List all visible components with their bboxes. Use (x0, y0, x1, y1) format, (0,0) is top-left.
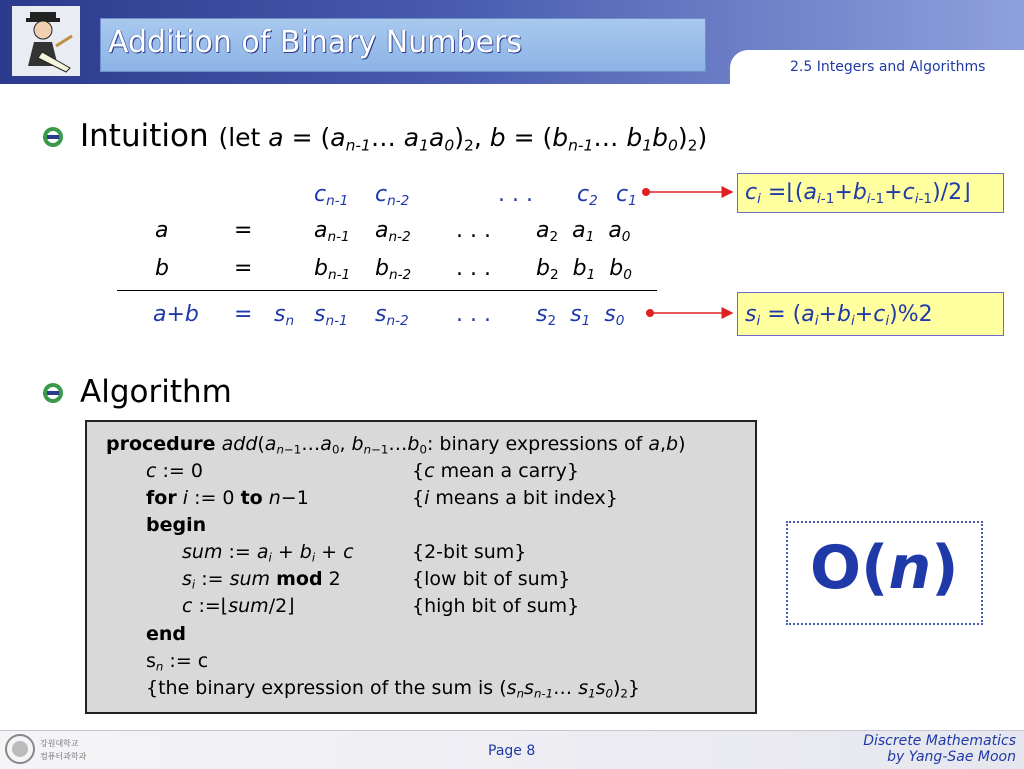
row-a-digits: $a_2$ $a_1$ $a_0$ (536, 218, 631, 246)
algo-line-for: for i := 0 to n−1 (146, 487, 309, 509)
row-sum-n: $s_n$ (274, 302, 295, 330)
sum-formula: $s_i = (a_i+b_i+c_i)\%2$ (745, 302, 933, 330)
row-sum-label: a+b (153, 302, 199, 327)
algo-line-result: {the binary expression of the sum is ($s_ns_{n-1}\dots$ $s_1s_0)_2$} (146, 677, 641, 701)
carry-formula: $c_i$ $=⌊(a_{i-1}+b_{i-1}+c_{i-1})/2⌋$ (745, 180, 971, 208)
row-b-label: b (155, 256, 169, 281)
algo-comment-carry: {c mean a carry} (412, 460, 579, 482)
algo-line-sn: $s_n$ := c (146, 650, 209, 674)
book-credit (820, 733, 1016, 765)
row-sum-n2: $s_{n-2}$ (375, 302, 409, 330)
complexity-var: n (888, 533, 932, 603)
algo-binary-text: : binary expressions of (426, 433, 649, 455)
algo-comment-sum: {2-bit sum} (412, 541, 527, 563)
algo-comment-high: {high bit of sum} (412, 595, 580, 617)
row-b-n2: $b_{n-2}$ (375, 256, 412, 284)
sum-divider (117, 290, 657, 291)
row-a-eq: = (234, 218, 253, 243)
globe-bullet-icon-2 (42, 382, 64, 404)
row-sum-dots: . . . (456, 302, 491, 327)
carry-comment-text: mean a carry} (434, 460, 579, 482)
algo-line-carry: c := 0 (146, 460, 203, 482)
intuition-label: Intuition (80, 118, 209, 154)
svg-text:컴퓨터과학과: 컴퓨터과학과 (40, 752, 87, 761)
scholar-logo-icon (12, 6, 80, 76)
row-sum-n1: $s_{n-1}$ (314, 302, 348, 330)
intuition-heading: Intuition (let $a = (a_{n-1}\dots$ $a_1a_0)_2$, $b = (b_{n-1}\dots$ $b_1b_0)_2$) (80, 118, 708, 155)
row-a-dots: . . . (456, 218, 491, 243)
algo-comment-bit: {i means a bit index} (412, 487, 618, 509)
complexity-close: ) (931, 533, 959, 603)
slide-title: Addition of Binary Numbers (108, 25, 522, 60)
algo-line-high: c :=⌊sum/2⌋ (182, 595, 295, 617)
row-a-n1: $a_{n-1}$ (314, 218, 350, 246)
row-b-digits: $b_2$ $b_1$ $b_0$ (536, 256, 632, 284)
row-sum-digits: $s_2$ $s_1$ $s_0$ (536, 302, 625, 330)
algo-line-begin: begin (146, 514, 207, 536)
row-a-label: a (155, 218, 169, 243)
algo-comment-low: {low bit of sum} (412, 568, 571, 590)
complexity-open: O( (810, 533, 889, 603)
globe-bullet-icon (42, 126, 64, 148)
row-a-n2: $a_{n-2}$ (375, 218, 411, 246)
section-label: 2.5 Integers and Algorithms (790, 59, 986, 75)
mod2-text: )%2 (889, 302, 933, 327)
carry-1: $c_1$ (616, 182, 637, 210)
complexity-label (810, 533, 959, 603)
algorithm-heading: Algorithm (80, 374, 232, 410)
book-author: by Yang-Sae Moon (887, 749, 1016, 765)
carry-dots: . . . (498, 182, 533, 207)
svg-text:강원대학교: 강원대학교 (40, 739, 79, 748)
page-number: Page 8 (488, 743, 536, 759)
carry-2: $c_2$ (577, 182, 598, 210)
algo-line-procedure: procedure $add(a_{n-1}\dots a_0$, $b_{n-1}\dots b_0$: binary expressions of a,b) (106, 433, 686, 457)
row-b-n1: $b_{n-1}$ (314, 256, 351, 284)
carry-row: $c_{n-1}$ (314, 182, 349, 210)
row-b-dots: . . . (456, 256, 491, 281)
row-sum-eq: = (234, 302, 253, 327)
bit-comment-text: means a bit index} (429, 487, 618, 509)
result-comment-text: {the binary expression of the sum is ( (146, 677, 507, 699)
algo-line-sum: sum := $a_i + b_i + c$ (182, 541, 354, 565)
book-title: Discrete Mathematics (863, 733, 1016, 749)
university-logo-icon (4, 733, 104, 765)
arrows (640, 182, 740, 322)
algo-line-low: $s_i$ := sum mod 2 (182, 568, 341, 592)
row-b-eq: = (234, 256, 253, 281)
carry-n2: $c_{n-2}$ (375, 182, 410, 210)
algo-line-end: end (146, 623, 187, 645)
